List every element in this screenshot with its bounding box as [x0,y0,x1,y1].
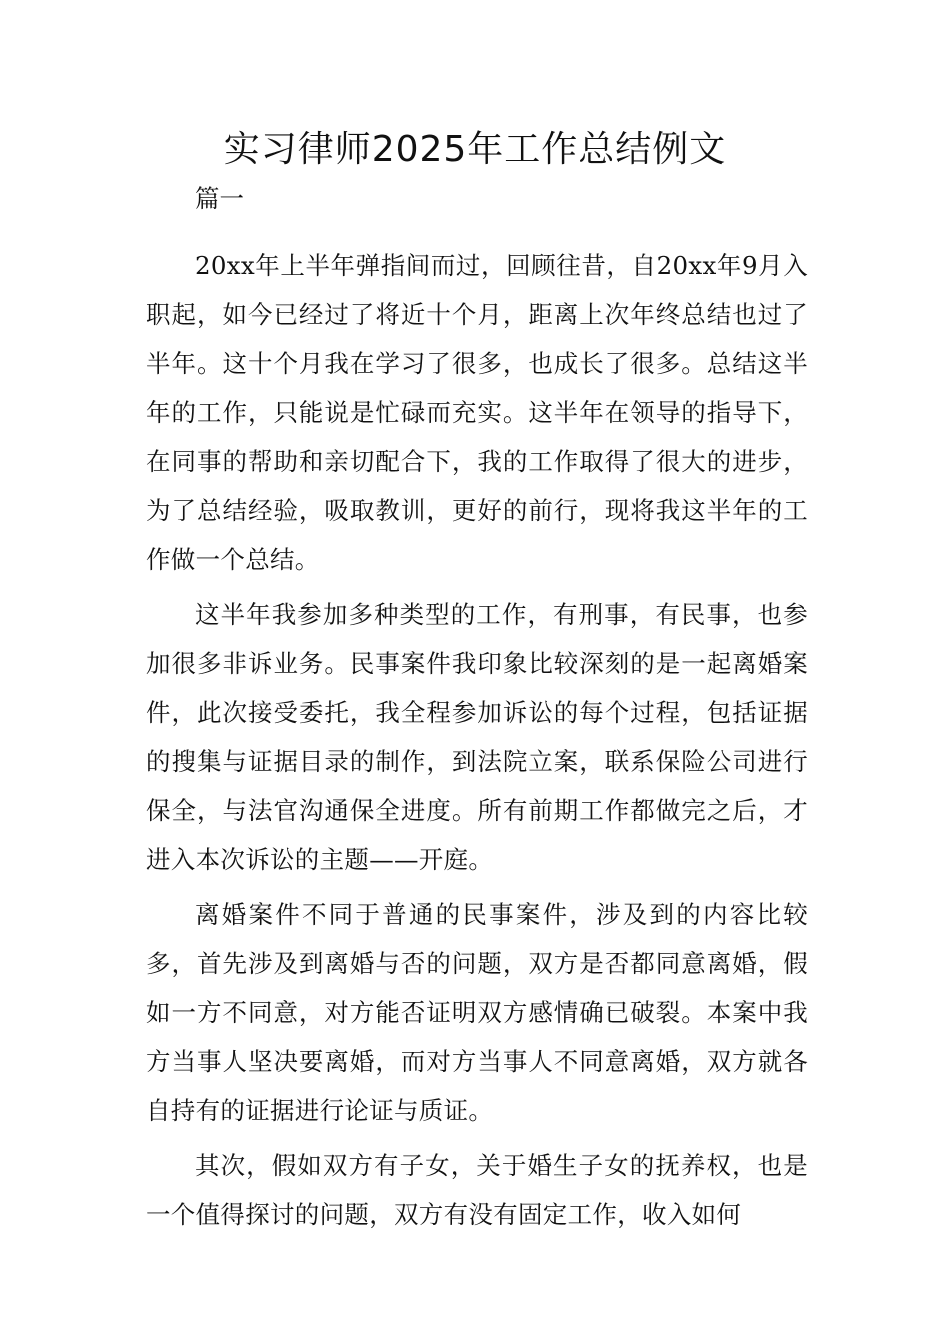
paragraph-1: 20xx年上半年弹指间而过，回顾往昔，自20xx年9月入职起，如今已经过了将近十个月，距离上次年终总结也过了半年。这十个月我在学习了很多，也成长了很多。总结这半年的工作，只能说是忙碌而充实。这半年在领导的指导下，在同事的帮助和亲切配合下，我的工作取得了很大的进步，为了总结经验，吸取教训，更好的前行，现将我这半年的工作做一个总结。 [146,251,808,574]
document-title: 实习律师2025年工作总结例文 [223,129,727,170]
section-label: 篇一 [195,184,244,213]
paragraph-3: 离婚案件不同于普通的民事案件，涉及到的内容比较多，首先涉及到离婚与否的问题，双方是否都同意离婚，假如一方不同意，对方能否证明双方感情确已破裂。本案中我方当事人坚决要离婚，而对方当事人不同意离婚，双方就各自持有的证据进行论证与质证。 [146,900,808,1125]
paragraph-2: 这半年我参加多种类型的工作，有刑事，有民事，也参加很多非诉业务。民事案件我印象比较深刻的是一起离婚案件，此次接受委托，我全程参加诉讼的每个过程，包括证据的搜集与证据目录的制作，到法院立案，联系保险公司进行保全，与法官沟通保全进度。所有前期工作都做完之后，才进入本次诉讼的主题——开庭。 [146,600,808,874]
document-body [146,174,808,1245]
paragraph-4: 其次，假如双方有子女，关于婚生子女的抚养权，也是一个值得探讨的问题，双方有没有固定工作，收入如何 [146,1151,808,1229]
